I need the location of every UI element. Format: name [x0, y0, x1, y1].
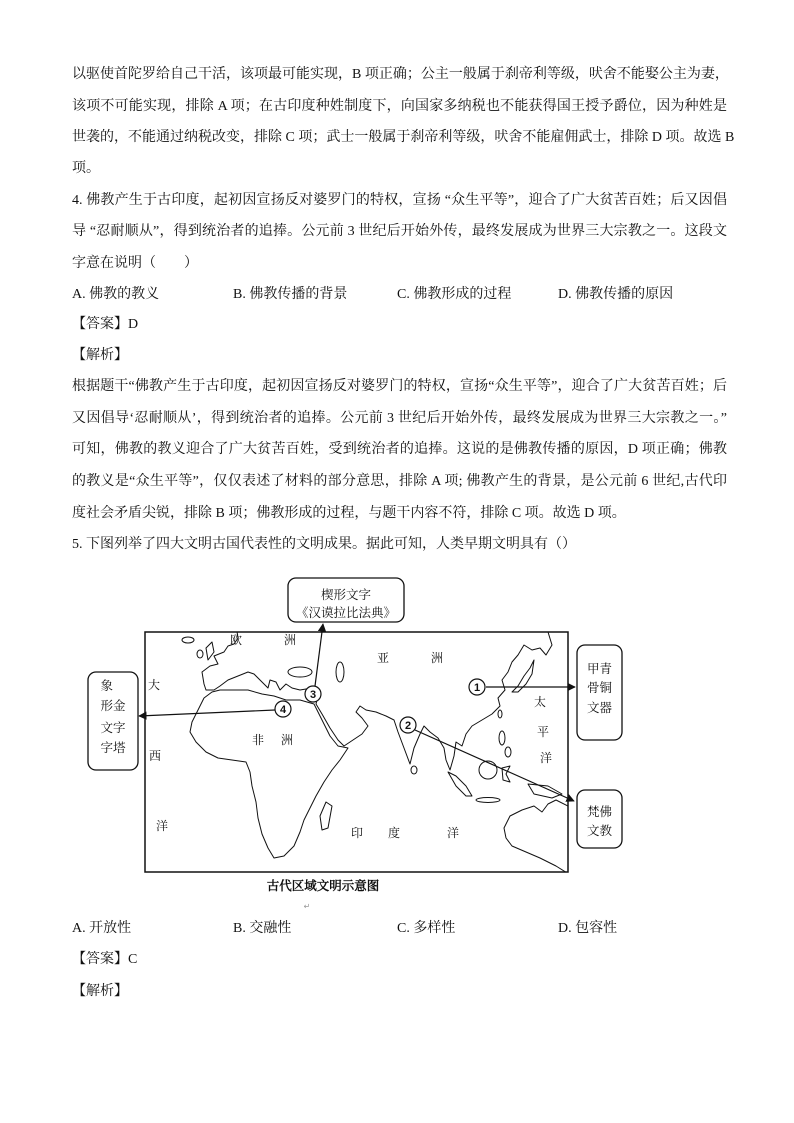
label-indian-ocean-3: 洋: [446, 826, 460, 840]
q4-option-a: A. 佛教的教义: [72, 287, 160, 302]
q4-analysis-line: 又因倡导‘忍耐顺从’，得到统治者的追捧。公元前 3 世纪后开始外传，最终发展成为世界三大宗教之一。”: [72, 411, 727, 426]
previous-analysis-line: 项。: [72, 161, 100, 176]
philippines-island: [505, 747, 511, 757]
paragraph-mark: ↵: [303, 902, 311, 911]
q4-stem-line: 导 “忍耐顺从”，得到统治者的追捧。公元前 3 世纪后开始外传，最终发展成为世界三大宗教之一。这段文: [72, 224, 727, 239]
marker-4: [275, 701, 291, 717]
label-indian-ocean-1: 印: [350, 826, 364, 840]
q5-stem: 5. 下图列举了四大文明古国代表性的文明成果。据此可知，人类早期文明具有（）: [72, 537, 576, 552]
sri-lanka-island: [411, 766, 417, 774]
java-island: [476, 798, 500, 803]
borneo-island: [479, 761, 497, 779]
box-sanskrit-buddhism: [577, 790, 622, 848]
marker-number: 4: [279, 704, 287, 716]
iceland-island: [182, 637, 194, 643]
box-line: 字塔: [100, 741, 126, 755]
marker-number: 2: [404, 720, 412, 732]
label-africa-2: 洲: [280, 733, 294, 747]
previous-analysis-line: 世袭的，不能通过纳税改变，排除 C 项；武士一般属于刹帝利等级，吠舍不能雇佣武士，排除 D 项。故选 B: [72, 130, 735, 145]
q4-analysis-line: 根据题干“佛教产生于古印度，起初因宣扬反对婆罗门的特权，宣扬“众生平等”，迎合了广大贫苦百姓；后: [72, 379, 727, 394]
q4-answer: 【答案】D: [72, 317, 139, 332]
previous-analysis-line: 以驱使首陀罗给自己干活，该项最可能实现，B 项正确；公主一般属于刹帝利等级，吠舍不能娶公主为妻，: [72, 67, 729, 82]
box-cuneiform-code: [288, 578, 404, 622]
label-europe-1: 欧: [229, 633, 243, 647]
figure-caption: 古代区域文明示意图: [266, 878, 380, 893]
box-line: 《汉谟拉比法典》: [295, 606, 397, 620]
q5-option-a: A. 开放性: [72, 921, 132, 936]
marker-number: 1: [473, 682, 481, 694]
caspian-sea: [336, 662, 344, 682]
previous-analysis-line: 该项不可能实现，排除 A 项；在古印度种姓制度下，向国家多纳税也不能获得国王授予爵位，因为种姓是: [72, 99, 727, 114]
marker-2: [400, 717, 416, 733]
label-asia-1: 亚: [376, 651, 390, 665]
box-line: 楔形文字: [320, 588, 372, 602]
label-pacific-2: 平: [536, 725, 550, 739]
q5-option-b: B. 交融性: [233, 921, 292, 936]
q4-analysis-label: 【解析】: [72, 348, 128, 363]
philippines-island: [499, 731, 505, 745]
label-europe-2: 洲: [283, 633, 297, 647]
civilization-map-figure: [80, 570, 650, 915]
box-line: 象: [100, 679, 114, 693]
q4-option-d: D. 佛教传播的原因: [558, 287, 674, 302]
label-pacific-3: 洋: [539, 751, 553, 765]
box-frame: [577, 790, 622, 848]
box-line: 文字: [100, 721, 126, 735]
q4-analysis-line: 度社会矛盾尖锐，排除 B 项；佛教形成的过程，与题干内容不符，排除 C 项。故选 D 项。: [72, 506, 626, 521]
q5-analysis-label: 【解析】: [72, 984, 128, 999]
marker-1: [469, 679, 485, 695]
q5-answer: 【答案】C: [72, 952, 138, 967]
box-line: 文器: [586, 701, 613, 715]
box-hieroglyph-pyramid: [88, 672, 138, 770]
box-oracle-bronze: [577, 645, 622, 740]
label-pacific-1: 太: [533, 695, 547, 709]
label-atlantic-1: 大: [147, 678, 161, 692]
q4-stem-line: 字意在说明（ ）: [72, 256, 198, 271]
q4-stem-line: 4. 佛教产生于古印度，起初因宣扬反对婆罗门的特权，宣扬 “众生平等”，迎合了广大贫苦百姓；后又因倡: [72, 193, 727, 208]
q4-analysis-line: 可知，佛教的教义迎合了广大贫苦百姓，受到统治者的追捧。这说的是佛教传播的原因，D 项正确；佛教: [72, 442, 727, 457]
box-line: 形金: [100, 699, 126, 713]
q4-analysis-line: 的教义是“众生平等”，仅仅表述了材料的部分意思，排除 A 项; 佛教产生的背景，是公元前 6 世纪,古代印: [72, 474, 727, 489]
taiwan-island: [498, 710, 502, 718]
label-indian-ocean-2: 度: [387, 826, 401, 840]
marker-3: [305, 686, 321, 702]
ireland-island: [197, 650, 203, 658]
box-line: 梵佛: [586, 805, 613, 819]
box-line: 骨铜: [586, 681, 613, 695]
marker-number: 3: [309, 689, 317, 701]
label-asia-2: 洲: [430, 651, 444, 665]
q5-option-d: D. 包容性: [558, 921, 618, 936]
label-atlantic-2: 西: [148, 749, 162, 763]
q4-option-b: B. 佛教传播的背景: [233, 287, 348, 302]
q5-option-c: C. 多样性: [397, 921, 456, 936]
black-sea: [288, 667, 312, 677]
label-africa-1: 非: [251, 733, 265, 747]
q4-option-c: C. 佛教形成的过程: [397, 287, 512, 302]
box-line: 甲青: [586, 662, 613, 676]
box-line: 文教: [586, 824, 613, 838]
label-atlantic-3: 洋: [155, 819, 169, 833]
